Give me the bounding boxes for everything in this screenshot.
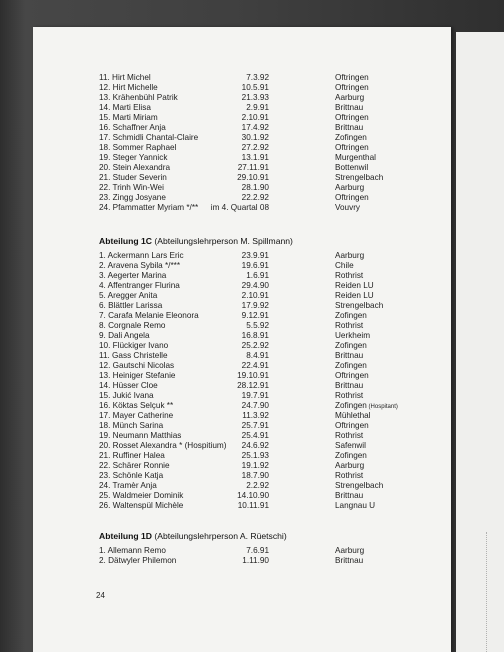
home-town (335, 391, 363, 401)
home-town (335, 341, 367, 351)
home-town-text: Oftringen (335, 371, 369, 380)
table-row (99, 321, 399, 331)
home-town (335, 261, 354, 271)
home-town (335, 93, 364, 103)
student-name: 3. Aegerter Marina (99, 271, 167, 280)
student-name: 24. Tramèr Anja (99, 481, 157, 490)
table-row (99, 461, 399, 471)
table-row (99, 341, 399, 351)
section-title-1d (99, 531, 287, 541)
table-row (99, 173, 399, 183)
birth-date: 1.6.91 (246, 271, 269, 280)
section-title-1d-bold: Abteilung 1D (99, 531, 152, 541)
table-row (99, 133, 399, 143)
home-town (335, 491, 363, 501)
home-town-text: Aarburg (335, 461, 365, 470)
home-town (335, 501, 375, 511)
student-name: 24. Pfammatter Myriam */** (99, 203, 199, 212)
student-name: 23. Zingg Josyane (99, 193, 166, 202)
student-name: 26. Waltenspül Michèle (99, 501, 184, 510)
birth-date: 19.10.91 (237, 371, 269, 380)
birth-date: 19.1.92 (241, 461, 269, 470)
student-name: 7. Carafa Melanie Eleonora (99, 311, 199, 320)
page-number: 24 (96, 591, 105, 600)
home-town-text: Aarburg (335, 93, 365, 102)
birth-date: 28.12.91 (237, 381, 269, 390)
birth-date: 19.7.91 (241, 391, 269, 400)
home-town-text: Uerkheim (335, 331, 371, 340)
table-row (99, 123, 399, 133)
student-name: 23. Schönle Katja (99, 471, 164, 480)
table-row (99, 93, 399, 103)
section-title-1d-rest: (Abteilungslehrperson A. Rüetschi) (152, 531, 287, 541)
student-name: 22. Trinh Win-Wei (99, 183, 164, 192)
birth-date: 29.10.91 (237, 173, 269, 182)
home-town-text: Safenwil (335, 441, 366, 450)
home-town (335, 381, 363, 391)
home-town-text: Aarburg (335, 251, 365, 260)
home-town (335, 411, 371, 421)
birth-date: 28.1.90 (241, 183, 269, 192)
student-name: 1. Allemann Remo (99, 546, 166, 555)
table-row (99, 371, 399, 381)
home-town-text: Aarburg (335, 546, 365, 555)
home-town (335, 371, 369, 381)
home-town-text: Rothrist (335, 431, 364, 440)
home-town (335, 83, 369, 93)
table-row (99, 451, 399, 461)
table-row (99, 471, 399, 481)
home-town-text: Oftringen (335, 113, 369, 122)
table-row (99, 546, 399, 556)
birth-date: 2.9.91 (246, 103, 269, 112)
facing-page-text-edge (486, 532, 493, 652)
student-name: 4. Affentranger Flurina (99, 281, 180, 290)
home-town (335, 271, 363, 281)
birth-date: 25.4.91 (241, 431, 269, 440)
birth-date: 27.11.91 (237, 163, 269, 172)
table-row (99, 113, 399, 123)
home-town (335, 291, 374, 301)
birth-date: 27.2.92 (241, 143, 269, 152)
student-name: 10. Flückiger Ivano (99, 341, 169, 350)
student-name: 2. Aravena Sybila */*** (99, 261, 181, 270)
home-town (335, 113, 369, 123)
birth-date: 25.2.92 (241, 341, 269, 350)
home-town-text: Strengelbach (335, 301, 384, 310)
home-town-text: Oftringen (335, 73, 369, 82)
home-town-text: Bottenwil (335, 163, 369, 172)
birth-date: 22.2.92 (241, 193, 269, 202)
table-row (99, 441, 399, 451)
birth-date: 22.4.91 (241, 361, 269, 370)
student-name: 8. Corgnale Remo (99, 321, 166, 330)
home-town-text: Reiden LU (335, 281, 374, 290)
student-name: 18. Münch Sarina (99, 421, 164, 430)
home-town-text: Rothrist (335, 391, 364, 400)
table-row (99, 153, 399, 163)
birth-date: 29.4.90 (241, 281, 269, 290)
home-town-text: Brittnau (335, 103, 364, 112)
student-name: 19. Neumann Matthias (99, 431, 182, 440)
home-town-text: Rothrist (335, 271, 364, 280)
home-town (335, 163, 368, 173)
table-row (99, 431, 399, 441)
home-town-text: Zofingen (335, 401, 367, 410)
home-town (335, 311, 367, 321)
table-row (99, 381, 399, 391)
table-row (99, 331, 399, 341)
birth-date: 10.5.91 (241, 83, 269, 92)
home-town-text: Brittnau (335, 351, 364, 360)
birth-date: 25.1.93 (241, 451, 269, 460)
home-town (335, 361, 367, 371)
student-name: 16. Schaffner Anja (99, 123, 166, 132)
student-name: 15. Marti Miriam (99, 113, 158, 122)
table-row (99, 411, 399, 421)
home-town (335, 143, 369, 153)
home-town (335, 441, 366, 451)
table-row (99, 83, 399, 93)
student-name: 20. Stein Alexandra (99, 163, 171, 172)
birth-date: 9.12.91 (241, 311, 269, 320)
home-town-text: Zofingen (335, 361, 367, 370)
home-town (335, 431, 363, 441)
home-town (335, 193, 369, 203)
student-name: 14. Marti Elisa (99, 103, 151, 112)
home-town (335, 103, 363, 113)
table-row (99, 556, 399, 566)
home-town-text: Oftringen (335, 83, 369, 92)
student-name: 22. Schärer Ronnie (99, 461, 170, 470)
home-town (335, 471, 363, 481)
home-town-text: Rothrist (335, 321, 364, 330)
birth-date: 7.3.92 (246, 73, 269, 82)
home-town-text: Zofingen (335, 451, 367, 460)
birth-date: 5.5.92 (246, 321, 269, 330)
student-name: 2. Dätwyler Philemon (99, 556, 177, 565)
home-town-text: Langnau U (335, 501, 376, 510)
home-town (335, 351, 363, 361)
student-name: 1. Ackermann Lars Eric (99, 251, 184, 260)
table-row (99, 203, 399, 213)
home-town-text: Oftringen (335, 143, 369, 152)
birth-date: im 4. Quartal 08 (210, 203, 269, 212)
section-title-1c-bold: Abteilung 1C (99, 236, 152, 246)
home-town-text: Aarburg (335, 183, 365, 192)
home-town-text: Strengelbach (335, 173, 384, 182)
home-town-text: Strengelbach (335, 481, 384, 490)
birth-date: 25.7.91 (241, 421, 269, 430)
home-town-text: Reiden LU (335, 291, 374, 300)
home-town (335, 281, 374, 291)
birth-date: 24.6.92 (241, 441, 269, 450)
student-name: 5. Aregger Anita (99, 291, 158, 300)
table-row (99, 501, 399, 511)
student-name: 9. Dali Angela (99, 331, 150, 340)
home-town (335, 451, 367, 461)
birth-date: 18.7.90 (241, 471, 269, 480)
table-row (99, 163, 399, 173)
table-row (99, 481, 399, 491)
table-row (99, 311, 399, 321)
student-name: 11. Hirt Michel (99, 73, 151, 82)
home-town (335, 546, 364, 556)
table-row (99, 251, 399, 261)
birth-date: 16.8.91 (241, 331, 269, 340)
birth-date: 13.1.91 (241, 153, 269, 162)
birth-date: 19.6.91 (241, 261, 269, 270)
student-name: 14. Hüsser Cloe (99, 381, 158, 390)
section-title-1c-rest: (Abteilungslehrperson M. Spillmann) (152, 236, 293, 246)
birth-date: 1.11.90 (242, 556, 269, 565)
birth-date: 10.11.91 (237, 501, 269, 510)
home-town (335, 421, 369, 431)
home-town-text: Brittnau (335, 556, 364, 565)
student-name: 20. Rosset Alexandra * (Hospitium) (99, 441, 227, 450)
student-name: 16. Köktas Selçuk ** (99, 401, 174, 410)
table-row (99, 271, 399, 281)
home-town-text: Brittnau (335, 123, 364, 132)
home-town-text: Zofingen (335, 133, 367, 142)
birth-date: 21.3.93 (241, 93, 269, 102)
student-name: 25. Waldmeier Dominik (99, 491, 184, 500)
birth-date: 2.10.91 (241, 291, 269, 300)
home-town (335, 321, 363, 331)
home-town-text: Brittnau (335, 381, 364, 390)
home-town (335, 153, 376, 163)
student-list-1d (99, 546, 399, 566)
birth-date: 11.3.92 (242, 411, 269, 420)
student-name: 19. Steger Yannick (99, 153, 168, 162)
birth-date: 23.9.91 (241, 251, 269, 260)
home-town (335, 301, 383, 311)
student-list-1c (99, 251, 399, 511)
table-row (99, 261, 399, 271)
continued-student-list (99, 73, 399, 213)
birth-date: 14.10.90 (237, 491, 269, 500)
home-town-text: Oftringen (335, 193, 369, 202)
table-row (99, 491, 399, 501)
table-row (99, 351, 399, 361)
birth-date: 2.10.91 (241, 113, 269, 122)
birth-date: 7.6.91 (246, 546, 269, 555)
facing-page-edge (456, 32, 504, 652)
home-town (335, 73, 369, 83)
home-town-text: Zofingen (335, 341, 367, 350)
birth-date: 17.4.92 (241, 123, 269, 132)
birth-date: 17.9.92 (241, 301, 269, 310)
home-town-text: Chile (335, 261, 354, 270)
student-name: 12. Hirt Michelle (99, 83, 158, 92)
birth-date: 30.1.92 (241, 133, 269, 142)
home-town (335, 331, 370, 341)
student-name: 18. Sommer Raphael (99, 143, 177, 152)
home-town (335, 133, 367, 143)
student-name: 15. Jukić Ivana (99, 391, 154, 400)
student-name: 12. Gautschi Nicolas (99, 361, 175, 370)
home-town (335, 173, 383, 183)
home-town (335, 203, 360, 213)
table-row (99, 73, 399, 83)
section-title-1c (99, 236, 293, 246)
table-row (99, 361, 399, 371)
student-name: 13. Heiniger Stefanie (99, 371, 176, 380)
home-town-text: Oftringen (335, 421, 369, 430)
student-name: 11. Gass Christelle (99, 351, 168, 360)
student-name: 21. Studer Severin (99, 173, 167, 182)
table-row (99, 291, 399, 301)
table-row (99, 281, 399, 291)
home-town (335, 123, 363, 133)
home-town-note: (Hospitant) (366, 404, 398, 410)
table-row (99, 421, 399, 431)
home-town (335, 461, 364, 471)
table-row (99, 301, 399, 311)
birth-date: 8.4.91 (246, 351, 269, 360)
table-row (99, 193, 399, 203)
student-name: 13. Krähenbühl Patrik (99, 93, 178, 102)
home-town (335, 251, 364, 261)
home-town-text: Zofingen (335, 311, 367, 320)
student-name: 17. Schmidli Chantal-Claire (99, 133, 199, 142)
home-town-text: Vouvry (335, 203, 361, 212)
student-name: 17. Mayer Catherine (99, 411, 174, 420)
table-row (99, 103, 399, 113)
home-town-text: Brittnau (335, 491, 364, 500)
table-row (99, 183, 399, 193)
home-town (335, 183, 364, 193)
table-row (99, 143, 399, 153)
home-town-text: Rothrist (335, 471, 364, 480)
home-town-text: Murgenthal (335, 153, 376, 162)
student-name: 21. Ruffiner Halea (99, 451, 165, 460)
table-row (99, 401, 399, 411)
student-name: 6. Blättler Larissa (99, 301, 163, 310)
table-row (99, 391, 399, 401)
birth-date: 24.7.90 (241, 401, 269, 410)
home-town (335, 556, 363, 566)
home-town-text: Mühlethal (335, 411, 371, 420)
home-town (335, 481, 383, 491)
birth-date: 2.2.92 (246, 481, 269, 490)
